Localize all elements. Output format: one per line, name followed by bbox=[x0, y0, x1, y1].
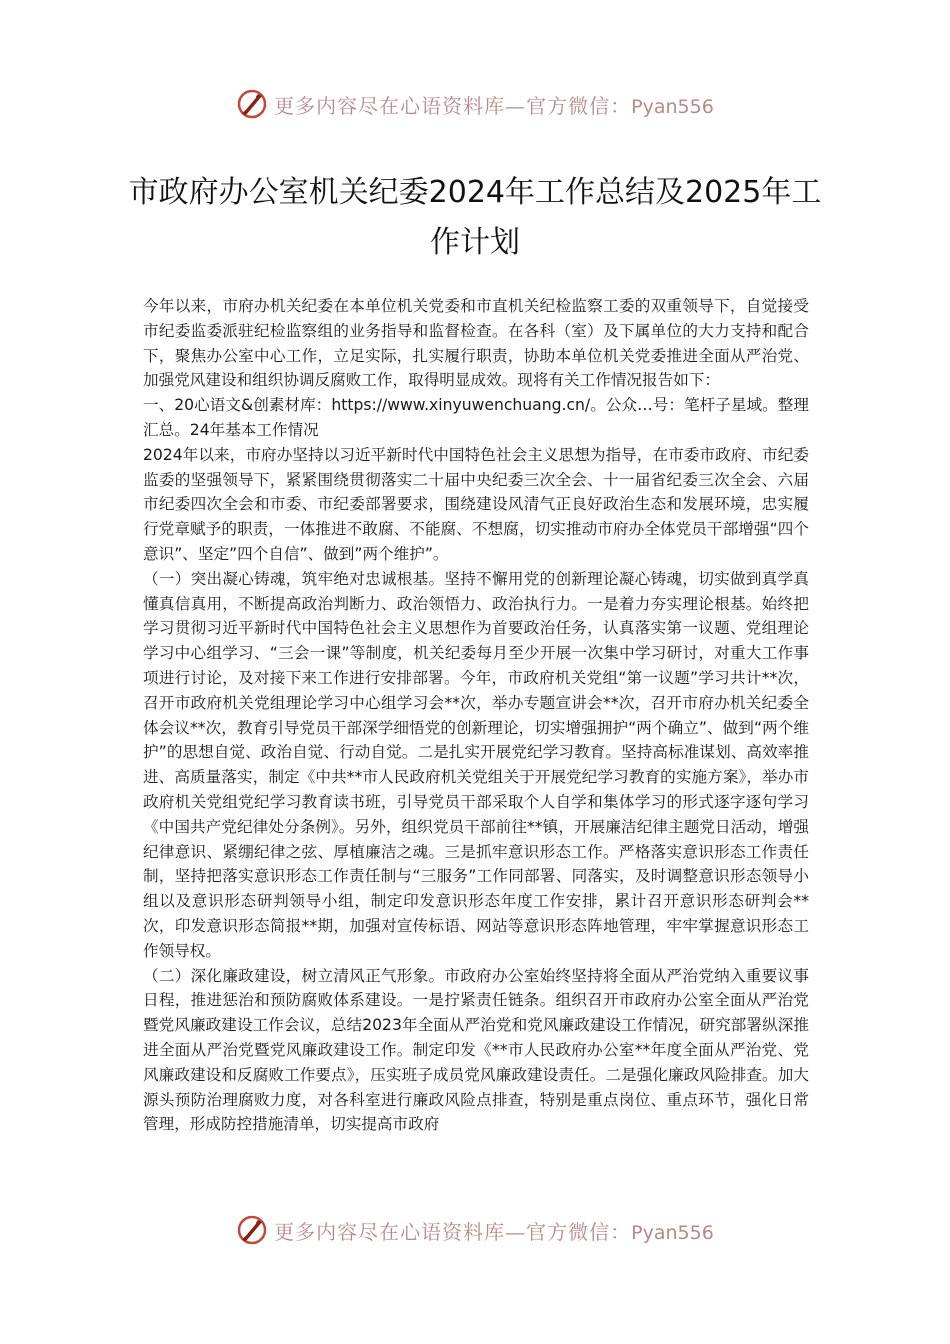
banner-text: 更多内容尽在心语资料库—官方微信：Pyan556 bbox=[274, 93, 714, 118]
paragraph-item-2: （二）深化廉政建设，树立清风正气形象。市政府办公室始终坚持将全面从严治党纳入重要议事日程，推进惩治和预防腐败体系建设。一是拧紧责任链条。组织召开市政府办公室全面从严治党暨党风廉政建设工作会议，总结2023年全面从严治党和党风廉政建设工作情况，研究部署纵深推进全面从严治党暨党风廉政建设工作。制定印发《**市人民政府办公室**年度全面从严治党、党风廉政建设和反腐败工作要点》，压实班子成员党风廉政建设责任。二是强化廉政风险排查。加大源头预防治理腐败力度，对各科室进行廉政风险点排查，特别是重点岗位、重点环节，强化日常管理，形成防控措施清单，切实提高市政府 bbox=[143, 966, 809, 1134]
watermark-banner-top bbox=[0, 84, 950, 124]
banner-wechat-id: Pyan556 bbox=[631, 95, 714, 118]
quill-pen-circle-icon bbox=[236, 1214, 268, 1246]
banner-wechat-id: Pyan556 bbox=[631, 1221, 714, 1244]
document-body bbox=[143, 294, 809, 1137]
paragraph-item-1: （一）突出凝心铸魂，筑牢绝对忠诚根基。坚持不懈用党的创新理论凝心铸魂，切实做到真学真懂真信真用，不断提高政治判断力、政治领悟力、政治执行力。一是着力夯实理论根基。始终把学习贯彻习近平新时代中国特色社会主义思想作为首要政治任务，认真落实第一议题、党组理论学习中心组学习、“三会一课”等制度，机关纪委每月至少开展一次集中学习研讨，对重大工作事项进行讨论，及对接下来工作进行安排部署。今年，市政府机关党组“第一议题”学习共计**次，召开市政府机关党组理论学习中心组学习会**次，举办专题宣讲会**次，召开市府办机关纪委全体会议**次，教育引导党员干部深学细悟党的创新理论，切实增强拥护“两个确立”、做到“两个维护”的思想自觉、政治自觉、行动自觉。二是扎实开展党纪学习教育。坚持高标准谋划、高效率推进、高质量落实，制定《中共**市人民政府机关党组关于开展党纪学习教育的实施方案》，举办市政府机关党组党纪学习教育读书班，引导党员干部采取个人自学和集体学习的形式逐字逐句学习《中国共产党纪律处分条例》。另外，组织党员干部前往**镇，开展廉洁纪律主题党日活动，增强纪律意识、紧绷纪律之弦、厚植廉洁之魂。三是抓牢意识形态工作。严格落实意识形态工作责任制，坚持把落实意识形态工作责任制与“三服务”工作同部署、同落实，及时调整意识形态领导小组以及意识形态研判领导小组，制定印发意识形态年度工作安排，累计召开意识形态研判会**次，印发意识形态简报**期，加强对宣传标语、网站等意识形态阵地管理，牢牢掌握意识形态工作领导权。 bbox=[143, 569, 809, 960]
document-title: 市政府办公室机关纪委2024年工作总结及2025年工作计划 bbox=[128, 175, 822, 261]
quill-pen-circle-icon bbox=[236, 88, 268, 120]
paragraph-intro: 今年以来，市府办机关纪委在本单位机关党委和市直机关纪检监察工委的双重领导下，自觉接受市纪委监委派驻纪检监察组的业务指导和监督检查。在各科（室）及下属单位的大力支持和配合下，聚焦办公室中心工作，立足实际，扎实履行职责，协助本单位机关党委推进全面从严治党、加强党风建设和组织协调反腐败工作，取得明显成效。现将有关工作情况报告如下： bbox=[143, 297, 809, 390]
watermark-banner-bottom bbox=[0, 1210, 950, 1250]
banner-text: 更多内容尽在心语资料库—官方微信：Pyan556 bbox=[274, 1219, 714, 1244]
paragraph-section-heading: 一、20心语文&创素材库：https://www.xinyuwenchuang.cn/。公众…号：笔杆子星域。整理汇总。24年基本工作情况 bbox=[143, 396, 809, 439]
paragraph-overview: 2024年以来，市府办坚持以习近平新时代中国特色社会主义思想为指导，在市委市政府、市纪委监委的坚强领导下，紧紧围绕贯彻落实二十届中央纪委三次全会、十一届省纪委三次全会、六届市纪委四次全会和市委、市纪委部署要求，围绕建设风清气正良好政治生态和发展环境，忠实履行党章赋予的职责，一体推进不敢腐、不能腐、不想腐，切实推动市府办全体党员干部增强“四个意识”、坚定”四个自信”、做到”两个维护”。 bbox=[143, 445, 809, 563]
